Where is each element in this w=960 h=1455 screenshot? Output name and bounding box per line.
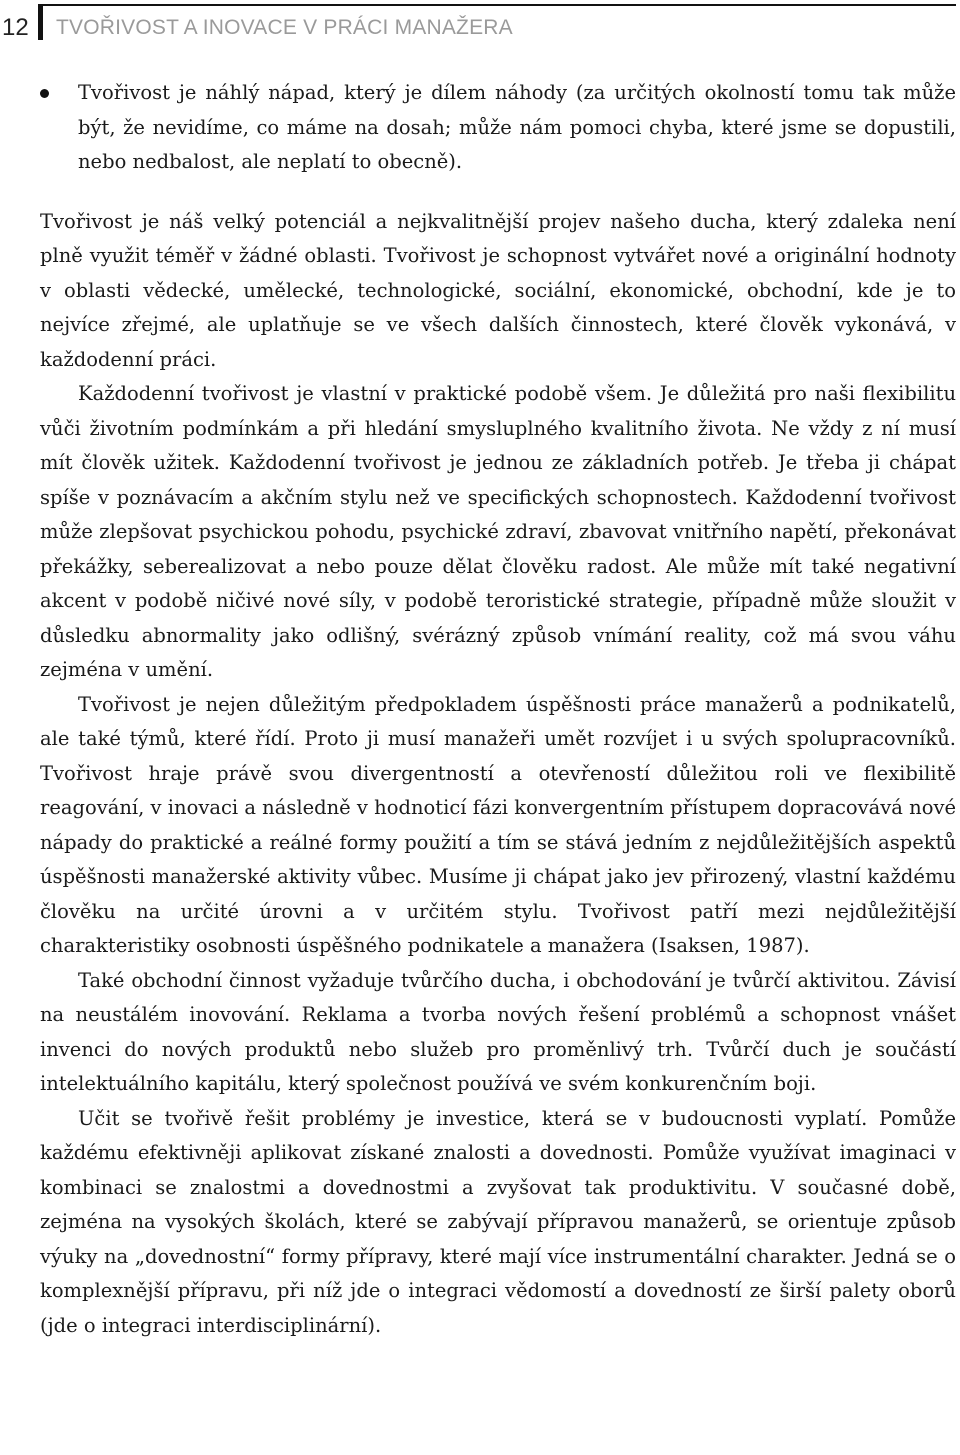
body-text [40,76,956,1343]
header-vertical-bar [38,4,43,40]
bullet-icon [40,89,49,98]
page-number: 12 [2,14,29,41]
paragraph-3: Tvořivost je nejen důležitým předpokladem úspěšnosti práce manažerů a podnikatelů, ale také týmů, které řídí. Proto ji musí manažeři umět rozvíjet i u svých spolupracovníků. Tvořivost hraje právě svou divergentností a otevřeností důležitou roli ve flexibilitě reagování, v inovaci a následně v hodnoticí fázi konvergentním přístupem dopracovává nové nápady do praktické a reálné formy použití a tím se stává jedním z nejdůležitějších aspektů úspěšnosti manažerské aktivity vůbec. Musíme ji chápat jako jev přirozený, vlastní každému člověku na určité úrovni a v určitém stylu. Tvořivost patří mezi nejdůležitější charakteristiky osobnosti úspěšného podnikatele a manažera (Isaksen, 1987). [40,692,956,957]
bullet-text: Tvořivost je náhlý nápad, který je dílem náhody (za určitých okolností tomu tak může být, že nevidíme, co máme na dosah; může nám pomoci chyba, které jsme se dopustili, nebo nedbalost, ale neplatí to obecně). [78,81,956,173]
running-title: TVOŘIVOST A INOVACE V PRÁCI MANAŽERA [56,16,513,39]
paragraph-5: Učit se tvořivě řešit problémy je investice, která se v budoucnosti vyplatí. Pomůže každému efektivněji aplikovat získané znalosti a dovednosti. Pomůže využívat imaginaci v kombinaci se znalostmi a dovednostmi a zvyšovat tak produktivitu. V současné době, zejména na vysokých školách, které se zabývají přípravou manažerů, se orientuje způsob výuky na „dovednostní“ formy přípravy, které mají více instrumentální charakter. Jedná se o komplexnější přípravu, při níž jde o integraci vědomostí a dovedností ze širší palety oborů (jde o integraci interdisciplinární). [40,1106,956,1337]
paragraph-2: Každodenní tvořivost je vlastní v praktické podobě všem. Je důležitá pro naši flexibilitu vůči životním podmínkám a při hledání smysluplného kvalitního života. Ne vždy z ní musí mít člověk užitek. Každodenní tvořivost je jednou ze základních potřeb. Je třeba ji chápat spíše v poznávacím a akčním stylu než ve specifických schopnostech. Každodenní tvořivost může zlepšovat psychickou pohodu, psychické zdraví, zbavovat vnitřního napětí, překonávat překážky, seberealizovat a nebo pouze dělat člověku radost. Ale může mít také negativní akcent v podobě ničivé nové síly, v podobě teroristické strategie, případně může sloužit v důsledku abnormality jako odlišný, svérázný způsob vnímání reality, což má svou váhu zejména v umění. [40,382,956,681]
header-rule [38,4,956,6]
page-header [0,0,960,60]
paragraph-1: Tvořivost je náš velký potenciál a nejkvalitnější projev našeho ducha, který zdaleka není plně využit téměř v žádné oblasti. Tvořivost je schopnost vytvářet nové a originální hodnoty v oblasti vědecké, umělecké, technologické, sociální, ekonomické, obchodní, kde je to nejvíce zřejmé, ale uplatňuje se ve všech dalších činnostech, které člověk vykonává, v každodenní práci. [40,209,956,371]
bullet-item [40,76,956,180]
paragraph-4: Také obchodní činnost vyžaduje tvůrčího ducha, i obchodování je tvůrčí aktivitou. Závisí na neustálém inovování. Reklama a tvorba nových řešení problémů a schopnost vnášet invenci do nových produktů nebo služeb pro proměnlivý trh. Tvůrčí duch je součástí intelektuálního kapitálu, který společnost používá ve svém konkurenčním boji. [40,968,956,1095]
